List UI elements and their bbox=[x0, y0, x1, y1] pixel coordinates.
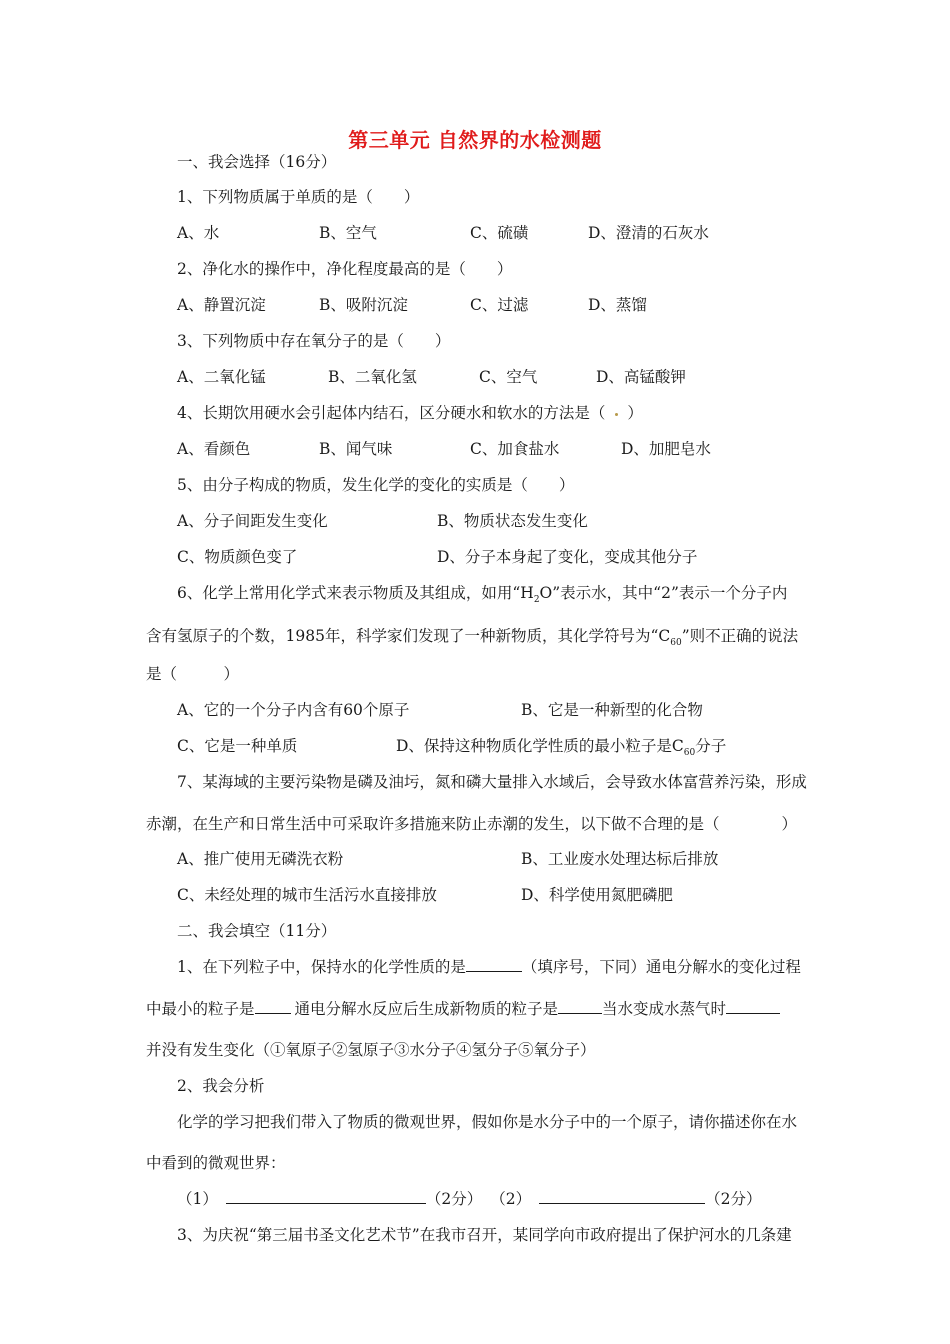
fill-2-part-1-score: （2分） bbox=[425, 1190, 483, 1208]
q7-option-d: D、科学使用氮肥磷肥 bbox=[521, 886, 673, 904]
q3-option-d: D、高锰酸钾 bbox=[596, 368, 686, 386]
q6-option-d-tail: 分子 bbox=[695, 737, 727, 755]
fill-1-text-d: 通电分解水反应后生成新物质的粒子是 bbox=[294, 1000, 559, 1018]
q5-option-a: A、分子间距发生变化 bbox=[177, 512, 328, 530]
q1-option-d: D、澄清的石灰水 bbox=[588, 224, 709, 242]
question-4-stem bbox=[177, 403, 643, 423]
answer-blank[interactable] bbox=[255, 999, 291, 1014]
q2-option-b: B、吸附沉淀 bbox=[319, 296, 408, 314]
q6-option-b: B、它是一种新型的化合物 bbox=[521, 701, 703, 719]
q7-option-b: B、工业废水处理达标后排放 bbox=[521, 850, 719, 868]
q1-option-c: C、硫磺 bbox=[470, 224, 529, 242]
q2-option-a: A、静置沉淀 bbox=[177, 296, 266, 314]
q4-stem-text: 4、长期饮用硬水会引起体内结石，区分硬水和软水的方法是（ bbox=[177, 404, 606, 422]
q3-option-c: C、空气 bbox=[479, 368, 538, 386]
q6-line1-part-a: 6、化学上常用化学式来表示物质及其组成，如用“H bbox=[177, 584, 534, 602]
q2-option-d: D、蒸馏 bbox=[588, 296, 647, 314]
question-6-line-2 bbox=[146, 626, 799, 649]
q4-option-b: B、闻气味 bbox=[319, 440, 393, 458]
question-7-line-2: 赤潮，在生产和日常生活中可采取许多措施来防止赤潮的发生，以下做不合理的是（ ） bbox=[146, 815, 798, 833]
answer-blank[interactable] bbox=[466, 957, 522, 972]
q1-option-b: B、空气 bbox=[319, 224, 377, 242]
answer-blank[interactable] bbox=[726, 999, 780, 1014]
q6-option-d bbox=[396, 736, 727, 759]
fill-1-text-e: 当水变成水蒸气时 bbox=[602, 1000, 727, 1018]
q6-line1-part-b: O”表示水，其中“2”表示一个分子内 bbox=[539, 584, 788, 602]
answer-blank[interactable] bbox=[558, 999, 602, 1014]
answer-blank[interactable] bbox=[226, 1189, 426, 1204]
question-1-stem: 1、下列物质属于单质的是（ ） bbox=[177, 188, 420, 206]
fill-2-heading: 2、我会分析 bbox=[177, 1077, 265, 1095]
question-5-stem: 5、由分子构成的物质，发生化学的变化的实质是（ ） bbox=[177, 476, 575, 494]
fill-1-text-a: 1、在下列粒子中，保持水的化学性质的是 bbox=[177, 958, 466, 976]
q6-line2-part-a: 含有氢原子的个数，1985年，科学家们发现了一种新物质，其化学符号为“C bbox=[146, 627, 671, 645]
fill-1-line-2 bbox=[146, 999, 780, 1019]
q6-option-a: A、它的一个分子内含有60个原子 bbox=[177, 701, 410, 719]
q6-subscript-60: 60 bbox=[670, 638, 682, 649]
fill-2-part-1-label: （1） bbox=[177, 1190, 218, 1208]
q4-stem-close: ） bbox=[627, 404, 643, 422]
q5-option-c: C、物质颜色变了 bbox=[177, 548, 298, 566]
fill-2-part-2-score: （2分） bbox=[705, 1190, 762, 1208]
fill-1-text-b: （填序号，下同）通电分解水的变化过程 bbox=[521, 958, 801, 976]
fill-2-answer-line bbox=[177, 1189, 762, 1209]
question-6-line-3: 是（ ） bbox=[146, 665, 240, 683]
fill-1-text-c: 中最小的粒子是 bbox=[146, 1000, 255, 1018]
q7-option-a: A、推广使用无磷洗衣粉 bbox=[177, 850, 344, 868]
q3-option-a: A、二氧化锰 bbox=[177, 368, 266, 386]
dot-mark bbox=[605, 403, 627, 423]
page-title: 第三单元 自然界的水检测题 bbox=[348, 128, 602, 152]
answer-blank[interactable] bbox=[539, 1189, 705, 1204]
section-heading-fill: 二、我会填空（11分） bbox=[177, 922, 337, 940]
q6-subscript-2: 2 bbox=[533, 595, 540, 606]
q2-option-c: C、过滤 bbox=[470, 296, 529, 314]
question-6-line-1 bbox=[177, 583, 788, 606]
q6-line2-part-b: ”则不正确的说法 bbox=[681, 627, 799, 645]
q5-option-b: B、物质状态发生变化 bbox=[437, 512, 588, 530]
section-heading-choice: 一、我会选择（16分） bbox=[177, 153, 337, 171]
q4-option-d: D、加肥皂水 bbox=[621, 440, 711, 458]
q7-option-c: C、未经处理的城市生活污水直接排放 bbox=[177, 886, 437, 904]
question-3-stem: 3、下列物质中存在氧分子的是（ ） bbox=[177, 332, 451, 350]
fill-2-line-2: 中看到的微观世界： bbox=[146, 1154, 286, 1172]
fill-1-line-1 bbox=[177, 957, 801, 977]
q6-option-d-subscript: 60 bbox=[683, 748, 696, 759]
q1-option-a: A、水 bbox=[177, 224, 220, 242]
question-7-line-1: 7、某海域的主要污染物是磷及油圬，氮和磷大量排入水域后，会导致水体富营养污染，形成 bbox=[177, 773, 807, 791]
q4-option-a: A、看颜色 bbox=[177, 440, 251, 458]
q6-option-d-text: D、保持这种物质化学性质的最小粒子是C bbox=[396, 737, 684, 755]
q3-option-b: B、二氧化氢 bbox=[328, 368, 417, 386]
fill-3-line-1: 3、为庆祝“第三届书圣文化艺术节”在我市召开，某同学向市政府提出了保护河水的几条建 bbox=[177, 1226, 792, 1244]
question-2-stem: 2、净化水的操作中，净化程度最高的是（ ） bbox=[177, 260, 513, 278]
q5-option-d: D、分子本身起了变化，变成其他分子 bbox=[437, 548, 698, 566]
fill-2-line-1: 化学的学习把我们带入了物质的微观世界，假如你是水分子中的一个原子，请你描述你在水 bbox=[177, 1113, 798, 1131]
fill-2-part-2-label: （2） bbox=[490, 1190, 532, 1208]
fill-1-line-3: 并没有发生变化（①氧原子②氢原子③水分子④氢分子⑤氧分子） bbox=[146, 1041, 596, 1059]
q6-option-c: C、它是一种单质 bbox=[177, 737, 298, 755]
q4-option-c: C、加食盐水 bbox=[470, 440, 560, 458]
